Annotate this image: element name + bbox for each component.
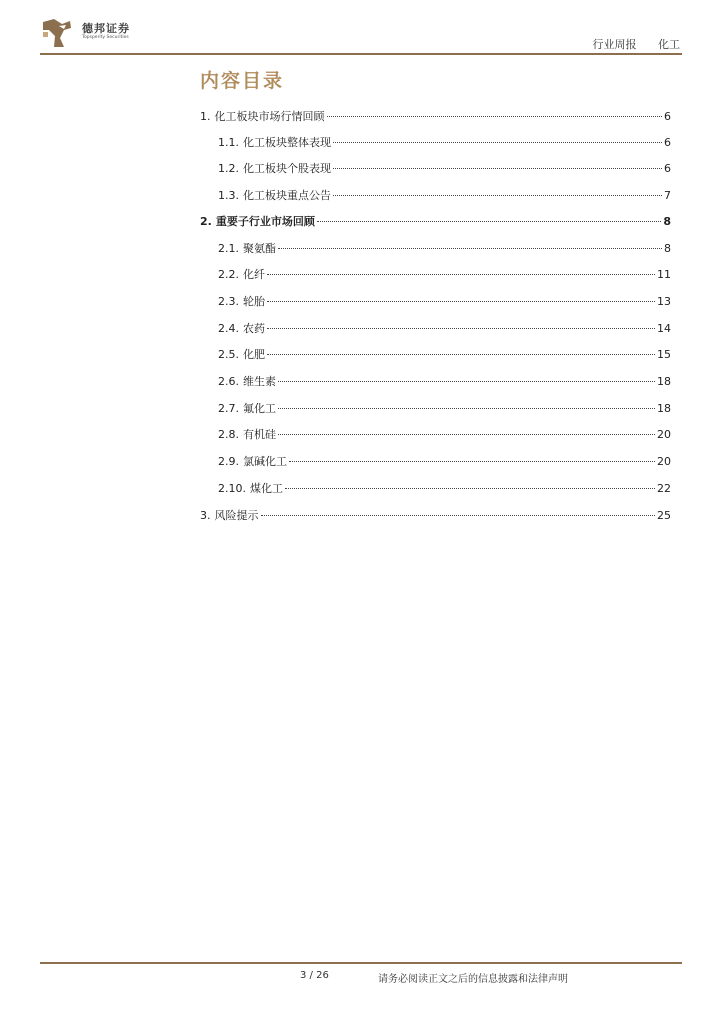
toc-entry-2-2[interactable] bbox=[218, 268, 671, 282]
toc-entry-page: 6 bbox=[664, 136, 671, 149]
toc-entry-label: 煤化工 bbox=[250, 482, 283, 495]
toc-entry-page: 25 bbox=[657, 509, 671, 522]
toc-dot-leader bbox=[267, 328, 655, 329]
industry-label: 化工 bbox=[658, 38, 680, 51]
report-type-label: 行业周报 bbox=[592, 38, 637, 51]
toc-entry-number: 2.1. bbox=[218, 242, 239, 255]
toc-entry-page: 20 bbox=[657, 428, 671, 441]
toc-entry-1-3[interactable] bbox=[218, 189, 671, 203]
toc-entry-label: 化工板块重点公告 bbox=[243, 189, 331, 202]
toc-entry-label: 化工板块整体表现 bbox=[243, 136, 331, 149]
toc-entry-2-1[interactable] bbox=[218, 242, 671, 256]
toc-entry-number: 2. bbox=[200, 215, 212, 228]
toc-dot-leader bbox=[267, 354, 655, 355]
toc-entry-number: 2.7. bbox=[218, 402, 239, 415]
footer-disclaimer: 请务必阅读正文之后的信息披露和法律声明 bbox=[378, 974, 568, 985]
toc-entry-page: 6 bbox=[664, 162, 671, 175]
toc-entry-number: 1.2. bbox=[218, 162, 239, 175]
toc-entry-2-6[interactable] bbox=[218, 375, 671, 389]
toc-dot-leader bbox=[333, 168, 662, 169]
toc-dot-leader bbox=[267, 301, 655, 302]
toc-entry-page: 11 bbox=[657, 268, 671, 281]
toc-entry-label: 氯碱化工 bbox=[243, 455, 287, 468]
toc-entry-page: 22 bbox=[657, 482, 671, 495]
toc-entry-number: 3. bbox=[200, 509, 211, 522]
toc-entry-label: 化肥 bbox=[243, 348, 265, 361]
toc-entry-number: 2.10. bbox=[218, 482, 246, 495]
toc-entry-number: 1.3. bbox=[218, 189, 239, 202]
toc-entry-2[interactable] bbox=[200, 215, 671, 229]
toc-entry-number: 2.8. bbox=[218, 428, 239, 441]
toc-entry-2-4[interactable] bbox=[218, 322, 671, 336]
toc-entry-2-5[interactable] bbox=[218, 348, 671, 362]
toc-entry-page: 18 bbox=[657, 375, 671, 388]
toc-dot-leader bbox=[278, 248, 662, 249]
toc-entry-1[interactable] bbox=[200, 110, 671, 124]
toc-entry-page: 15 bbox=[657, 348, 671, 361]
toc-entry-label: 氟化工 bbox=[243, 402, 276, 415]
toc-dot-leader bbox=[289, 461, 655, 462]
toc-dot-leader bbox=[327, 116, 663, 117]
toc-entry-number: 2.5. bbox=[218, 348, 239, 361]
toc-entry-page: 13 bbox=[657, 295, 671, 308]
toc-entry-1-1[interactable] bbox=[218, 136, 671, 150]
toc-entry-page: 18 bbox=[657, 402, 671, 415]
toc-entry-number: 2.6. bbox=[218, 375, 239, 388]
toc-entry-page: 6 bbox=[664, 110, 671, 123]
toc-entry-page: 8 bbox=[664, 242, 671, 255]
toc-dot-leader bbox=[333, 195, 662, 196]
logo-english-name: Topsperity Securities bbox=[82, 35, 129, 40]
toc-entry-label: 聚氨酯 bbox=[243, 242, 276, 255]
toc-entry-number: 1. bbox=[200, 110, 211, 123]
toc-entry-page: 14 bbox=[657, 322, 671, 335]
toc-entry-label: 重要子行业市场回顾 bbox=[215, 215, 315, 228]
toc-entry-2-8[interactable] bbox=[218, 428, 671, 442]
toc-entry-number: 2.2. bbox=[218, 268, 239, 281]
toc-entry-2-3[interactable] bbox=[218, 295, 671, 309]
toc-entry-label: 化纤 bbox=[243, 268, 265, 281]
toc-entry-2-9[interactable] bbox=[218, 455, 671, 469]
toc-entry-number: 1.1. bbox=[218, 136, 239, 149]
toc-dot-leader bbox=[333, 142, 662, 143]
toc-title: 内容目录 bbox=[200, 70, 285, 92]
toc-entry-label: 轮胎 bbox=[243, 295, 265, 308]
toc-dot-leader bbox=[285, 488, 655, 489]
footer-divider bbox=[40, 962, 682, 964]
toc-dot-leader bbox=[261, 515, 656, 516]
toc-dot-leader bbox=[278, 408, 655, 409]
toc-entry-label: 风险提示 bbox=[214, 509, 259, 522]
toc-dot-leader bbox=[278, 381, 655, 382]
toc-entry-2-10[interactable] bbox=[218, 482, 671, 496]
toc-entry-page: 20 bbox=[657, 455, 671, 468]
toc-entry-label: 农药 bbox=[243, 322, 265, 335]
toc-entry-label: 化工板块个股表现 bbox=[243, 162, 331, 175]
toc-entry-number: 2.3. bbox=[218, 295, 239, 308]
logo-company-name: 德邦证券 bbox=[82, 22, 130, 35]
page-indicator: 3 / 26 bbox=[300, 970, 329, 981]
toc-entry-number: 2.9. bbox=[218, 455, 239, 468]
toc-entry-3[interactable] bbox=[200, 509, 671, 523]
toc-entry-2-7[interactable] bbox=[218, 402, 671, 416]
toc-entry-number: 2.4. bbox=[218, 322, 239, 335]
toc-dot-leader bbox=[317, 221, 662, 222]
toc-entry-label: 维生素 bbox=[243, 375, 276, 388]
toc-entry-label: 化工板块市场行情回顾 bbox=[214, 110, 325, 123]
toc-dot-leader bbox=[267, 274, 655, 275]
toc-entry-page: 7 bbox=[664, 189, 671, 202]
toc-dot-leader bbox=[278, 434, 655, 435]
toc-entry-page: 8 bbox=[663, 215, 671, 228]
toc-entry-label: 有机硅 bbox=[243, 428, 276, 441]
toc-entry-1-2[interactable] bbox=[218, 162, 671, 176]
